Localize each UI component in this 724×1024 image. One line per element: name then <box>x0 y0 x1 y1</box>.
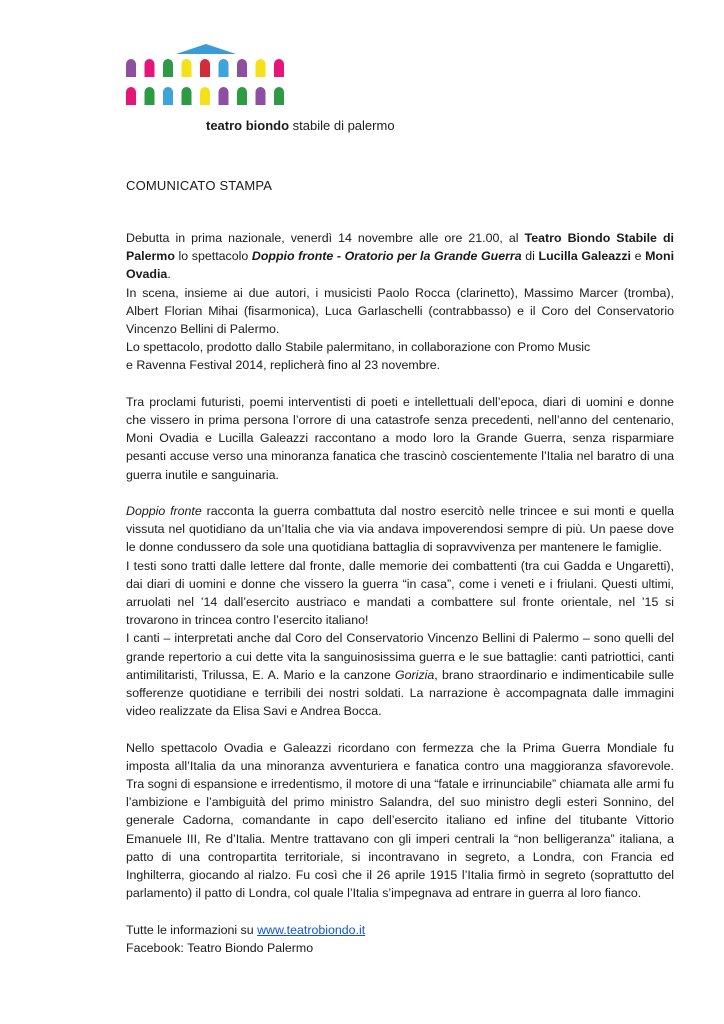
press-release-heading: COMUNICATO STAMPA <box>126 178 273 193</box>
song-title: Gorizia <box>395 667 435 682</box>
paragraph-text: , brano straordinario e indimenticabile sulle sofferenze quotidiane e terribili dei nostri soldati. La narrazione è accompagnata dalle immagini video realizzate da Elisa Savi e Andrea Bocca. <box>126 667 674 719</box>
logo-arch-bottom <box>219 87 229 105</box>
paragraph-text: racconta la guerra combattuta dal nostro esercitò nelle trincee e sui monti e quella vissuta nel quotidiano da un’Italia che via via andava impoverendosi sempre di più. Un paese dove le donne condussero da sole una quotidiana battaglia di sopravvivenza per mantenere le famiglie. <box>126 504 674 555</box>
press-release-body <box>126 229 674 957</box>
theatre-name: Teatro Biondo Stabile di Palermo <box>126 231 674 264</box>
logo-arch-bottom <box>145 87 155 105</box>
show-title: Doppio fronte - Oratorio per la Grande Guerra <box>251 249 522 264</box>
paragraph-history: Nello spettacolo Ovadia e Galeazzi ricordano con fermezza che la Prima Guerra Mondiale fu imposta all’Italia da una minoranza avventuriera e fanatica contro una maggioranza sfavorevole. Tra sogni di espansione e irredentismo, il motore di una “fatale e irrinunciabile” chiamata alle armi fu l’ambizione e l’ambiguità del primo ministro Salandra, del suo ministro degli esteri Sonnino, del generale Cadorna, comandante in capo dell’esercito italiano ed infine del titubante Vittorio Emanuele III, Re d’Italia. Mentre trattavano con gli imperi centrali la “non belligeranza” italiana, a patto di una contropartita territoriale, si incontravano in segreto, a Londra, con Francia ed Inghilterra, giocando al rialzo. Fu così che il 26 aprile 1915 l’Italia firmò in segreto (soprattutto del parlamento) il patto di Londra, col quale l’Italia s’impegnava ad entrare in guerra al loro fianco. <box>126 740 674 901</box>
tagline-rest: stabile di palermo <box>289 118 395 133</box>
logo-arch-top <box>219 59 229 77</box>
paragraph-doppio-fronte <box>126 502 674 557</box>
info-prefix: Tutte le informazioni su <box>126 922 258 937</box>
production-line: Lo spettacolo, prodotto dallo Stabile palermitano, in collaborazione con Promo Music <box>126 340 591 355</box>
production-line: e Ravenna Festival 2014, replicherà fino al 23 novembre. <box>126 358 441 373</box>
paragraph-text: I canti – interpretati anche dal Coro del Conservatorio Vincenzo Bellini di Palermo – sono quelli del grande repertorio a cui dette vita la sanguinosissima guerra e le sue battaglie: canti patriottici, canti antimilitaristi, Trilussa, E. A. Mario e la canzone <box>126 631 674 682</box>
logo-arch-bottom <box>274 87 284 105</box>
intro-text: e <box>630 249 646 264</box>
info-line <box>126 921 674 939</box>
paragraph-proclaims: Tra proclami futuristi, poemi interventisti di poeti e intellettuali dell’epoca, diari di uomini e donne che vissero in prima persona l’orrore di una catastrofe senza precedenti, nell’anno del centenario, Moni Ovadia e Lucilla Galeazzi raccontano a modo loro la Grande Guerra, senza risparmiare pesanti accuse verso una minoranza fanatica che trascinò coscientemente l’Italia nel baratro di una guerra inutile e sanguinaria. <box>126 394 674 482</box>
show-title-italic: Doppio fronte <box>126 504 202 519</box>
facebook-line: Facebook: Teatro Biondo Palermo <box>126 940 314 955</box>
logo-arch-top <box>145 59 155 77</box>
logo-arch-top <box>182 59 192 77</box>
intro-text: Debutta in prima nazionale, venerdì 14 novembre alle ore 21.00, al <box>126 231 525 245</box>
logo-arch-bottom <box>237 87 247 105</box>
logo-arch-bottom <box>200 87 210 105</box>
paragraph-texts: I testi sono tratti dalle lettere dal fronte, dalle memorie dei combattenti (tra cui Gadda e Ungaretti), dai diari di uomini e donne che vissero la guerra “in casa”, come i veneti e i friulani. Questi ultimi, arruolati nel ’14 dall’esercito austriaco e mandati a combattere sul fronte orientale, nel ’15 si trovarono in trincea contro l’esercito italiano! <box>126 558 674 628</box>
paragraph-songs <box>126 629 674 720</box>
logo-arch-bottom <box>182 87 192 105</box>
tagline-bold: teatro biondo <box>206 118 290 133</box>
logo-arch-bottom <box>126 87 136 105</box>
intro-text: lo spettacolo <box>174 249 252 264</box>
intro-text: di <box>521 249 539 264</box>
logo-arch-top <box>200 59 210 77</box>
logo-arch-bottom <box>163 87 173 105</box>
logo-arch-top <box>163 59 173 77</box>
logo-tagline <box>206 118 395 134</box>
author-name: Moni Ovadia <box>126 249 675 282</box>
cast-paragraph: In scena, insieme ai due autori, i musicisti Paolo Rocca (clarinetto), Massimo Marcer (tromba), Albert Florian Mihai (fisarmonica), Luca Garlaschelli (contrabbasso) e il Coro del Conservatorio Vincenzo Bellini di Palermo. <box>126 285 674 337</box>
logo-graphic <box>126 43 292 109</box>
logo-arch-top <box>274 59 284 77</box>
logo-roof <box>176 44 236 54</box>
logo-arch-top <box>237 59 247 77</box>
intro-paragraph <box>126 229 674 284</box>
logo-arch-top <box>256 59 266 77</box>
author-name: Lucilla Galeazzi <box>538 249 631 264</box>
website-link[interactable]: www.teatrobiondo.it <box>257 922 366 937</box>
logo-arch-top <box>126 59 136 77</box>
intro-text: . <box>167 267 171 282</box>
teatro-biondo-logo <box>126 43 292 109</box>
logo-arch-bottom <box>256 87 266 105</box>
